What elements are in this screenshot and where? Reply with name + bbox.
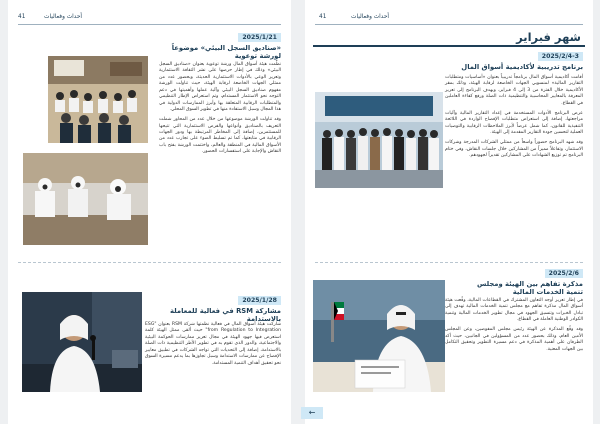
- header-rule: [315, 24, 583, 25]
- story-body: [445, 75, 583, 163]
- paragraph: وقد شهد البرنامج حضوراً واسعاً من ممثلي الشركات المدرجة وشركات الاستثمار، وتفاعلاً مميزاً من المشاركين خلال جلسات النقاش، وفي ختام البرنامج تم توزيع الشهادات على المشاركين تقديراً لجهودهم.: [445, 140, 583, 158]
- story-body: [145, 322, 281, 371]
- paragraph: شاركت هيئة أسواق المال في فعالية نظمتها شركة RSM بعنوان "ESG from Regulation to Integration" حيث ألقى ممثل الهيئة كلمة استعرض فيها جهود الهيئة في مجال تعزيز ممارسات الحوكمة البيئية والاجتماعية، والدور الذي تقوم به في تطوير الأطر التنظيمية ذات الصلة بالاستدامة، إضافة إلى التحديات التي تواجه الشركات في تطبيق معايير الإفصاح عن ممارسات الاستدامة وسبل تجاوزها بما يدعم مسيرة السوق نحو تحقيق أهداف التنمية المستدامة.: [145, 322, 281, 366]
- page-number: 41: [319, 14, 327, 20]
- seminar-audience-photo: [48, 56, 148, 143]
- page-header: [315, 14, 583, 28]
- story-title: مشاركة RSM في فعالية للمعاملة بالاستدامة: [169, 307, 281, 323]
- story-title: مذكرة تفاهم بين الهيئة ومجلس تنمية الخدمات المالية: [476, 280, 583, 296]
- section-title: أحداث وفعاليات: [44, 14, 83, 20]
- paragraph: وقد وقّع المذكرة عن الهيئة رئيس مجلس المفوضين، وعن المجلس الأمين العام، وذلك بحضور عدد من المسؤولين في الجانبين، حيث أكد الطرفان على أهمية المذكرة في دعم مسيرة التطوير وتحقيق التكامل بين الجهات المعنية.: [445, 327, 583, 352]
- paragraph: في إطار تعزيز أوجه التعاون المشترك في القطاعات المالية، وقّعت هيئة أسواق المال مذكرة تفاهم مع مجلس تنمية الخدمات المالية تهدف إلى تبادل الخبرات وتنسيق الجهود في مجال تطوير الخدمات المالية وتنمية الكوادر الوطنية العاملة في القطاع.: [445, 298, 583, 323]
- page-number: 41: [18, 14, 26, 20]
- left-page: [8, 0, 291, 424]
- section-title: أحداث وفعاليات: [351, 14, 390, 20]
- next-page-button[interactable]: [301, 407, 323, 419]
- paragraph: وقد تناولت الورشة موضوعها من خلال عدد من المحاور شملت التعريف بالصناديق وأنواعها والفرص الاستثمارية التي تتيحها للمستثمرين، إضافة إلى المخاطر المرتبطة بها ودور الجهات الرقابية في متابعتها، كما تم تسليط الضوء على تجارب عدد من الأسواق المالية في المنطقة والعالم، واختتمت الورشة بفتح باب النقاش والإجابة على استفسارات الحضور.: [159, 117, 281, 155]
- right-page: [305, 0, 593, 424]
- arrow-left-icon: ←: [308, 408, 316, 417]
- story-title: «صناديق السجل البيئي» موضوعاً لورشة توعوية: [171, 44, 281, 60]
- date-badge: 2025/1/21: [238, 33, 281, 42]
- paragraph: عرض البرنامج الأدوات المستخدمة في إعداد التقارير المالية وآليات مراجعتها، إضافة إلى استعراض متطلبات الإفصاح الواردة في اللائحة التنفيذية للقانون، كما شمل عرضاً لأبرز الملاحظات الرقابية والتوصيات العملية لتحسين جودة التقارير المقدمة إلى الهيئة.: [445, 110, 583, 136]
- panel-speakers-photo: [23, 153, 148, 245]
- header-rule: [18, 24, 281, 25]
- date-badge: 2025/1/28: [238, 296, 281, 305]
- story-divider: [18, 262, 281, 263]
- story-divider: [315, 262, 583, 263]
- story-body: [159, 62, 281, 159]
- date-badge: 2025/2/4-3: [538, 52, 583, 61]
- paragraph: نظّمت هيئة أسواق المال ورشة توعوية بعنوان «صناديق السجل البيئي» وذلك في إطار حرصها على نشر الثقافة الاستثمارية وتعزيز الوعي بالأدوات الاستثمارية الحديثة، وبحضور عدد من ممثلي الجهات الخاضعة لرقابة الهيئة، حيث تناولت الورشة مفهوم صناديق السجل البيئي وآلية عملها وأهميتها في دعم التوجه نحو الاستثمار المستدام، وتم استعراض الإطار التنظيمي والمتطلبات الرقابية المتعلقة بها وأبرز الممارسات الدولية في هذا المجال وسبل الاستفادة منها في تطوير السوق المحلي.: [159, 62, 281, 113]
- date-badge: 2025/2/6: [545, 269, 583, 278]
- story-body: [445, 298, 583, 357]
- paragraph: أقامت أكاديمية أسواق المال برنامجاً تدريبياً بعنوان «أساسيات ومتطلبات التقارير المالية» لمنسوبي الجهات الخاضعة لرقابة الهيئة، وذلك بمقر الأكاديمية خلال الفترة من 3 إلى 4 فبراير، ويهدف البرنامج إلى تعزيز المعرفة بالمعايير المحاسبية والتنظيمية ذات الصلة ورفع كفاءة العاملين في القطاع.: [445, 75, 583, 106]
- month-title: شهر فبراير: [516, 30, 581, 44]
- story-title: برنامج تدريبية لأكاديمية أسواق المال: [461, 63, 583, 71]
- mou-signing-photo: [313, 280, 445, 392]
- page-header: [18, 14, 281, 28]
- speaker-at-microphone-photo: [22, 292, 142, 392]
- month-title-rule: [313, 45, 585, 47]
- training-group-photo: [315, 92, 443, 188]
